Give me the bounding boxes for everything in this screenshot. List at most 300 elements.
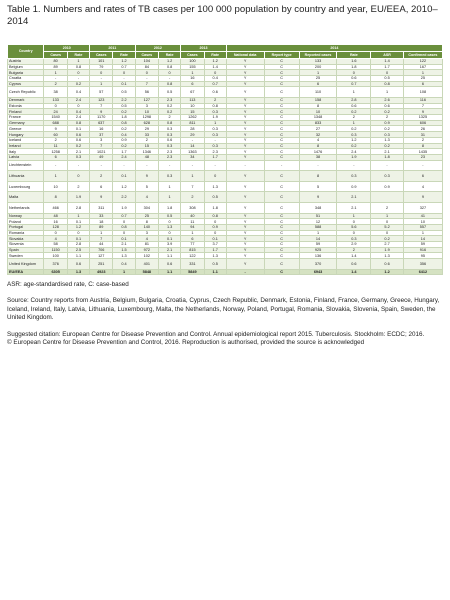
table-cell: 200 [299, 64, 337, 70]
table-cell: 0 [67, 103, 89, 109]
table-cell: 0.9 [113, 137, 135, 143]
copyright-note: © European Centre for Disease Prevention and Control, 2016. Reproduction is authorised, provided the source is acknowledged [7, 339, 365, 347]
table-cell: 0.7 [204, 81, 226, 87]
country-name-cell: Hungary [8, 132, 44, 138]
cases-header: Cases [135, 52, 158, 59]
table-cell: 1 [44, 171, 67, 182]
table-cell: 815 [181, 247, 204, 253]
table-cell: Y [226, 137, 264, 143]
table-cell: 122 [181, 253, 204, 259]
table-cell: 0.1 [113, 236, 135, 242]
table-cell: 925 [299, 247, 337, 253]
year-header-2013: 2013 [181, 45, 227, 52]
table-cell: 1.2 [159, 59, 181, 65]
country-name-cell: Sweden [8, 253, 44, 259]
table-cell: 0 [159, 230, 181, 236]
table-cell: Y [226, 143, 264, 149]
table-cell: Y [226, 115, 264, 121]
table-cell: 0.1 [113, 81, 135, 87]
table-cell: 356 [403, 259, 442, 270]
table-cell: Y [226, 59, 264, 65]
table-cell: Y [226, 236, 264, 242]
table-row [8, 160, 443, 171]
table-cell: Y [226, 120, 264, 126]
table-cell: - [113, 76, 135, 82]
table-row [8, 202, 443, 213]
table-cell: 1476 [299, 149, 337, 155]
table-cell: 0.8 [67, 64, 89, 70]
table-cell: 916 [403, 247, 442, 253]
table-cell: 7 [135, 81, 158, 87]
table-cell: 0.2 [159, 103, 181, 109]
table-cell: 60 [44, 132, 67, 138]
table-cell: - [113, 160, 135, 171]
table-cell: C [264, 103, 299, 109]
report-type-header: Report type [264, 52, 299, 59]
table-cell: C [264, 269, 299, 275]
table-cell: 9 [135, 171, 158, 182]
table-cell: 4 [135, 236, 158, 242]
table-cell: 401 [135, 259, 158, 270]
table-cell: 2.3 [204, 149, 226, 155]
table-cell: 155 [181, 64, 204, 70]
table-cell: 1 [181, 171, 204, 182]
table-cell: 108 [403, 87, 442, 98]
table-cell: 2.3 [159, 154, 181, 160]
table-cell: 811 [181, 120, 204, 126]
table-cell: 1298 [135, 115, 158, 121]
table-cell: 1 [159, 181, 181, 192]
table-cell: 1 [337, 213, 371, 219]
table-cell: 1.2 [371, 269, 404, 275]
table-cell: 1258 [44, 149, 67, 155]
table-cell: 77 [181, 242, 204, 248]
table-cell: 0 [113, 70, 135, 76]
table-cell: - [159, 76, 181, 82]
table-row [8, 192, 443, 203]
year-header-2010: 2010 [44, 45, 90, 52]
table-cell: 2 [67, 181, 89, 192]
table-cell: 1.2 [204, 59, 226, 65]
table-cell: 251 [90, 259, 113, 270]
table-cell: 0.3 [67, 154, 89, 160]
table-cell: C [264, 230, 299, 236]
table-cell: 100 [181, 59, 204, 65]
table-cell: 32 [299, 132, 337, 138]
table-body [8, 59, 443, 275]
table-cell: 5.6 [337, 224, 371, 230]
table-cell: 2.3 [159, 98, 181, 104]
table-cell: 0.3 [204, 109, 226, 115]
table-cell: 10 [135, 109, 158, 115]
table-cell: Y [226, 171, 264, 182]
table-cell: 1 [403, 230, 442, 236]
table-cell: C [264, 213, 299, 219]
table-cell: 0.4 [67, 109, 89, 115]
table-cell: 2.4 [67, 98, 89, 104]
table-cell: C [264, 149, 299, 155]
table-cell: 6 [90, 181, 113, 192]
table-cell: C [264, 202, 299, 213]
table-cell: 1.9 [337, 154, 371, 160]
table-cell: 3 [135, 103, 158, 109]
table-cell: 331 [181, 259, 204, 270]
table-cell: 0.6 [337, 103, 371, 109]
table-cell: - [44, 160, 67, 171]
table-cell: C [264, 171, 299, 182]
table-cell: 1.8 [113, 115, 135, 121]
table-cell: 1.8 [159, 202, 181, 213]
table-cell: 2 [337, 115, 371, 121]
country-name-cell: Belgium [8, 64, 44, 70]
table-cell: C [264, 70, 299, 76]
table-cell: 8 [299, 103, 337, 109]
table-cell: C [264, 219, 299, 225]
country-name-cell: United Kingdom [8, 259, 44, 270]
table-cell: 2.4 [67, 115, 89, 121]
table-cell: 0.3 [204, 132, 226, 138]
table-total-row [8, 269, 443, 275]
table-cell: 0.6 [371, 259, 404, 270]
country-name-cell: Netherlands [8, 202, 44, 213]
table-cell: 0 [204, 171, 226, 182]
table-cell: 311 [90, 202, 113, 213]
table-cell: 0.2 [159, 109, 181, 115]
country-name-cell: Estonia [8, 103, 44, 109]
table-cell: Y [226, 126, 264, 132]
country-name-cell: Czech Republic [8, 87, 44, 98]
table-cell: 1 [113, 269, 135, 275]
table-cell: 2 [371, 115, 404, 121]
table-cell: 588 [299, 224, 337, 230]
table-cell: 0.9 [204, 224, 226, 230]
table-cell: C [264, 109, 299, 115]
table-cell: 1.3 [371, 253, 404, 259]
table-cell: 1540 [44, 115, 67, 121]
tb-cases-table [7, 44, 443, 275]
table-cell: 1.7 [204, 247, 226, 253]
table-cell: 29 [135, 126, 158, 132]
table-cell: 0.4 [113, 132, 135, 138]
table-cell: 0.1 [204, 236, 226, 242]
table-cell: C [264, 115, 299, 121]
table-cell: 0.8 [159, 64, 181, 70]
table-cell: 833 [299, 120, 337, 126]
table-cell: 1.6 [337, 59, 371, 65]
table-cell: 89 [90, 224, 113, 230]
table-cell: Y [226, 81, 264, 87]
table-cell: 0.5 [113, 103, 135, 109]
table-cell: 123 [90, 98, 113, 104]
country-name-cell: Norway [8, 213, 44, 219]
table-cell: 1150 [44, 247, 67, 253]
table-cell: 2 [135, 137, 158, 143]
table-cell: 31 [403, 132, 442, 138]
table-cell: 14 [299, 236, 337, 242]
table-row [8, 181, 443, 192]
table-cell: 0.7 [113, 213, 135, 219]
table-cell: 2.4 [337, 149, 371, 155]
table-cell: 28 [181, 126, 204, 132]
table-cell: 1363 [181, 149, 204, 155]
country-name-cell: Liechtenstein [8, 160, 44, 171]
table-cell: 0.3 [337, 171, 371, 182]
table-cell: 2.1 [159, 247, 181, 253]
table-cell: 1.8 [337, 64, 371, 70]
table-cell: 0 [44, 103, 67, 109]
table-cell: - [181, 137, 204, 143]
table-cell: 49 [90, 154, 113, 160]
table-cell: Y [226, 70, 264, 76]
table-cell: 23 [403, 154, 442, 160]
table-cell: 1 [299, 230, 337, 236]
table-cell: 14 [403, 236, 442, 242]
table-cell: 0 [337, 70, 371, 76]
table-cell: 1.8 [371, 154, 404, 160]
country-name-cell: Germany [8, 120, 44, 126]
table-cell: 1 [159, 192, 181, 203]
table-cell: 1.3 [67, 269, 89, 275]
table-cell: 1.3 [159, 224, 181, 230]
table-cell: 58 [44, 242, 67, 248]
table-cell: 1.2 [113, 59, 135, 65]
table-cell: 2.8 [67, 202, 89, 213]
table-cell: Y [226, 192, 264, 203]
confirmed-cases-header: Confirmed cases [403, 52, 442, 59]
table-cell: 0.8 [159, 81, 181, 87]
table-cell: - [264, 160, 299, 171]
table-cell: Y [226, 224, 264, 230]
table-cell: Y [226, 98, 264, 104]
table-cell: 1.1 [204, 269, 226, 275]
table-cell: 38 [44, 87, 67, 98]
table-cell: C [264, 64, 299, 70]
table-cell: 0.7 [113, 64, 135, 70]
table-cell: 57 [90, 87, 113, 98]
country-name-cell: Bulgaria [8, 70, 44, 76]
table-cell: 0.2 [371, 109, 404, 115]
table-cell: 2.7 [371, 242, 404, 248]
table-cell: 0.6 [337, 259, 371, 270]
table-cell: 1.8 [204, 202, 226, 213]
table-cell: - [135, 160, 158, 171]
table-cell: 6943 [299, 269, 337, 275]
table-cell: 2.1 [337, 202, 371, 213]
table-cell: 376 [44, 259, 67, 270]
table-cell: 1325 [403, 115, 442, 121]
country-name-cell: Iceland [8, 137, 44, 143]
country-name-cell: Finland [8, 109, 44, 115]
table-cell: 44 [90, 242, 113, 248]
table-cell: 10 [403, 219, 442, 225]
table-cell: C [264, 253, 299, 259]
table-cell: 2.2 [113, 192, 135, 203]
table-cell: 59 [403, 242, 442, 248]
year-header-2012: 2012 [135, 45, 181, 52]
table-cell: 3 [90, 137, 113, 143]
table-cell: 0 [44, 230, 67, 236]
table-cell: 0.5 [371, 76, 404, 82]
table-cell: 2.1 [337, 192, 371, 203]
table-cell: 48 [44, 213, 67, 219]
source-note: Source: Country reports from Austria, Belgium, Bulgaria, Croatia, Cyprus, Czech Republic, Denmark, Estonia, Finland, France, Germany, Greece, Hungary, Iceland, Ireland, Italy, Latvia, Lithuania, Luxembourg, Malta, the Netherlands, Norway, Poland, Portugal, Romania, Slovakia, Slovenia, Spain, Sweden, the United Kingdom. [7, 297, 440, 322]
table-cell: 29 [181, 132, 204, 138]
table-cell: 0.5 [113, 87, 135, 98]
table-cell: 33 [90, 213, 113, 219]
table-cell: 12 [299, 219, 337, 225]
country-name-cell: Cyprus [8, 81, 44, 87]
table-cell: 3 [135, 230, 158, 236]
table-cell: 1.1 [159, 253, 181, 259]
table-cell: 0.1 [159, 236, 181, 242]
table-cell: 0 [67, 230, 89, 236]
table-cell: 688 [44, 120, 67, 126]
table-cell: C [264, 181, 299, 192]
table-cell: 2.8 [67, 242, 89, 248]
table-cell: 0.3 [204, 143, 226, 149]
country-name-cell: Latvia [8, 154, 44, 160]
table-cell: 0.6 [159, 137, 181, 143]
table-cell: 1.2 [337, 137, 371, 143]
table-cell: 1.3 [204, 181, 226, 192]
table-cell: 128 [44, 224, 67, 230]
table-cell: 1.7 [113, 149, 135, 155]
table-cell: 4923 [90, 269, 113, 275]
table-cell: - [44, 76, 67, 82]
table-cell: 2 [371, 202, 404, 213]
table-cell: 0.6 [337, 76, 371, 82]
table-cell: 2 [337, 247, 371, 253]
rate-header: Rate [159, 52, 181, 59]
country-name-cell: Croatia [8, 76, 44, 82]
table-cell: 1346 [135, 149, 158, 155]
table-cell: 0.8 [371, 81, 404, 87]
table-cell: 127 [90, 253, 113, 259]
table-cell: 34 [181, 154, 204, 160]
table-cell: - [299, 160, 337, 171]
table-cell: 2.5 [67, 247, 89, 253]
table-cell: 6 [181, 236, 204, 242]
table-cell: Y [226, 154, 264, 160]
table-cell: 80 [44, 59, 67, 65]
table-cell: Y [226, 87, 264, 98]
table-cell: 4 [44, 236, 67, 242]
national-data-header: National data [226, 52, 264, 59]
table-cell: 0 [67, 171, 89, 182]
table-cell: 6 [181, 81, 204, 87]
table-cell: - [403, 160, 442, 171]
table-cell: C [264, 81, 299, 87]
table-cell: 9 [44, 126, 67, 132]
table-cell: 0.1 [67, 126, 89, 132]
table-cell: 1 [299, 70, 337, 76]
year-header-2011: 2011 [90, 45, 136, 52]
table-cell: 6305 [44, 269, 67, 275]
rate-header: Rate [113, 52, 135, 59]
table-cell: 0.2 [371, 143, 404, 149]
table-cell: 16 [44, 219, 67, 225]
table-cell: 637 [90, 120, 113, 126]
table-cell: 0 [135, 70, 158, 76]
table-cell: 1 [67, 213, 89, 219]
table-cell: 41 [403, 213, 442, 219]
table-cell: 1 [67, 59, 89, 65]
table-cell: - [90, 76, 113, 82]
table-cell: 1 [371, 213, 404, 219]
table-cell: 7 [90, 103, 113, 109]
table-cell: Y [226, 76, 264, 82]
table-header [8, 45, 443, 59]
table-cell: - [204, 160, 226, 171]
table-cell: 1 [44, 70, 67, 76]
table-cell: 33 [135, 132, 158, 138]
table-cell: 3.7 [204, 242, 226, 248]
table-cell: Y [226, 149, 264, 155]
country-name-cell: Slovakia [8, 236, 44, 242]
table-cell: 0.9 [337, 181, 371, 192]
table-cell: 9 [90, 192, 113, 203]
table-cell: 5 [135, 181, 158, 192]
table-cell: 1 [181, 70, 204, 76]
table-cell: 2 [181, 192, 204, 203]
table-cell: 15 [135, 143, 158, 149]
country-name-cell: Austria [8, 59, 44, 65]
table-cell: 8 [44, 192, 67, 203]
table-cell: 628 [135, 120, 158, 126]
table-row [8, 171, 443, 182]
table-cell: 1.2 [67, 224, 89, 230]
table-cell: 2.1 [67, 149, 89, 155]
table-cell: C [264, 192, 299, 203]
table-cell: 606 [403, 120, 442, 126]
country-name-cell: Lithuania [8, 171, 44, 182]
table-cell: 11 [44, 143, 67, 149]
table-cell: 1.9 [67, 192, 89, 203]
table-cell: 0 [371, 230, 404, 236]
table-cell: 133 [44, 98, 67, 104]
table-cell: - [135, 76, 158, 82]
table-cell: 0.2 [337, 126, 371, 132]
table-cell: 16 [90, 126, 113, 132]
table-cell: 0 [204, 219, 226, 225]
table-cell: 0.1 [67, 236, 89, 242]
country-name-cell: Romania [8, 230, 44, 236]
table-cell: 7 [90, 143, 113, 149]
table-cell: Y [226, 230, 264, 236]
table-cell: 15 [181, 109, 204, 115]
table-cell: C [264, 120, 299, 126]
table-cell: 1.7 [204, 154, 226, 160]
table-cell: 4 [403, 181, 442, 192]
table-cell: C [264, 98, 299, 104]
table-cell: 0 [113, 230, 135, 236]
table-cell: 89 [44, 64, 67, 70]
country-name-cell: Italy [8, 149, 44, 155]
table-cell: 1.3 [204, 253, 226, 259]
table-cell: 1.4 [337, 253, 371, 259]
table-cell: 0 [371, 219, 404, 225]
table-cell: 1.7 [371, 64, 404, 70]
table-cell: 25 [135, 213, 158, 219]
table-cell: 1.5 [113, 247, 135, 253]
table-cell: 113 [181, 98, 204, 104]
table-cell: 10 [181, 103, 204, 109]
table-cell: 6 [299, 81, 337, 87]
table-cell: 1.2 [113, 181, 135, 192]
table-cell: Y [226, 64, 264, 70]
table-cell: 0.4 [204, 76, 226, 82]
table-cell: 5 [299, 181, 337, 192]
